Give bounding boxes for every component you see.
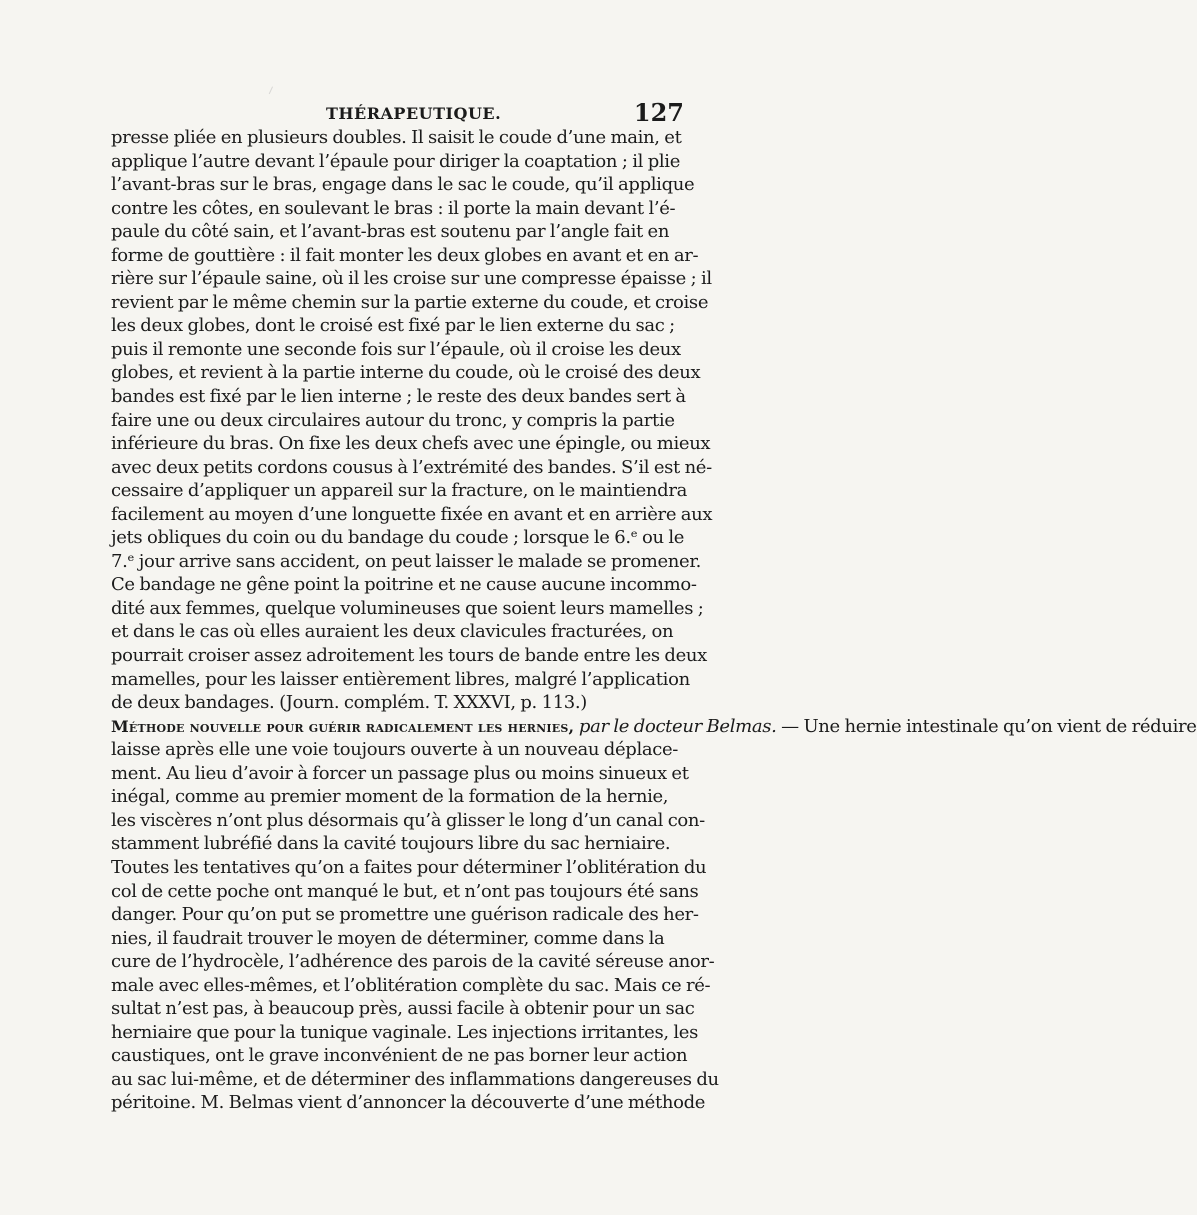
text-line: facilement au moyen d’une longuette fixée en avant et en arrière aux — [111, 503, 713, 525]
text-line: ment. Au lieu d’avoir à forcer un passage plus ou moins sinueux et — [111, 762, 689, 784]
text-line: mamelles, pour les laisser entièrement libres, malgré l’application — [111, 668, 690, 690]
text-line: presse pliée en plusieurs doubles. Il saisit le coude d’une main, et — [111, 127, 682, 148]
text-line: inégal, comme au premier moment de la formation de la hernie, — [111, 786, 669, 808]
text-line: puis il remonte une seconde fois sur l’épaule, où il croise les deux — [111, 338, 681, 360]
text-line: inférieure du bras. On fixe les deux chefs avec une épingle, ou mieux — [111, 433, 711, 455]
text-line: male avec elles-mêmes, et l’oblitération complète du sac. Mais ce ré- — [111, 974, 711, 996]
text-line: jets obliques du coin ou du bandage du coude ; lorsque le 6.ᵉ ou le — [111, 527, 685, 549]
text-line: applique l’autre devant l’épaule pour diriger la coaptation ; il plie — [111, 150, 680, 172]
section-first-line: — Une hernie intestinale qu’on vient de réduire — [781, 715, 1197, 737]
text-line: les viscères n’ont plus désormais qu’à glisser le long d’un canal con- — [111, 809, 705, 831]
text-line: au sac lui-même, et de déterminer des inflammations dangereuses du — [111, 1068, 719, 1090]
text-line: et dans le cas où elles auraient les deux clavicules fracturées, on — [111, 621, 674, 643]
section-heading-line — [111, 715, 1197, 739]
page-number: 127 — [633, 98, 684, 127]
text-line: péritoine. M. Belmas vient d’annoncer la découverte d’une méthode — [111, 1092, 706, 1114]
text-line: herniaire que pour la tunique vaginale. Les injections irritantes, les — [111, 1021, 698, 1043]
text-line: col de cette poche ont manqué le but, et n’ont pas toujours été sans — [111, 880, 699, 902]
text-line: Ce bandage ne gêne point la poitrine et ne cause aucune incommo- — [111, 574, 697, 596]
text-line: forme de gouttière : il fait monter les deux globes en avant et en ar- — [111, 244, 699, 266]
text-line: Toutes les tentatives qu’on a faites pour déterminer l’oblitération du — [111, 856, 707, 878]
text-line: danger. Pour qu’on put se promettre une guérison radicale des her- — [111, 904, 699, 926]
text-line: les deux globes, dont le croisé est fixé par le lien externe du sac ; — [111, 315, 675, 337]
text-line: faire une ou deux circulaires autour du tronc, y compris la partie — [111, 409, 675, 431]
text-line: de deux bandages. (Journ. complém. T. XXXVI, p. 113.) — [111, 692, 587, 714]
text-line: dité aux femmes, quelque volumineuses que soient leurs mamelles ; — [111, 597, 704, 619]
text-line: cure de l’hydrocèle, l’adhérence des parois de la cavité séreuse anor- — [111, 951, 715, 973]
body-text — [111, 126, 1197, 1115]
text-line: sultat n’est pas, à beaucoup près, aussi facile à obtenir pour un sac — [111, 998, 695, 1020]
section-heading: Méthode nouvelle pour guérir radicalement les hernies, — [111, 716, 575, 736]
text-line: avec deux petits cordons cousus à l’extrémité des bandes. S’il est né- — [111, 456, 712, 478]
text-line: nies, il faudrait trouver le moyen de déterminer, comme dans la — [111, 927, 665, 949]
text-line: globes, et revient à la partie interne du coude, où le croisé des deux — [111, 362, 701, 384]
running-title: THÉRAPEUTIQUE. — [326, 104, 502, 123]
text-line: paule du côté sain, et l’avant-bras est soutenu par l’angle fait en — [111, 221, 670, 243]
text-line: 7.ᵉ jour arrive sans accident, on peut laisser le malade se promener. — [111, 550, 701, 572]
ink-mark — [269, 86, 281, 97]
text-line: pourrait croiser assez adroitement les tours de bande entre les deux — [111, 645, 707, 667]
text-line: revient par le même chemin sur la partie externe du coude, et croise — [111, 291, 709, 313]
text-line: rière sur l’épaule saine, où il les croise sur une compresse épaisse ; il — [111, 268, 712, 290]
text-line: laisse après elle une voie toujours ouverte à un nouveau déplace- — [111, 739, 679, 761]
text-line: cessaire d’appliquer un appareil sur la fracture, on le maintiendra — [111, 480, 687, 502]
text-line: l’avant-bras sur le bras, engage dans le sac le coude, qu’il applique — [111, 174, 695, 196]
text-line: bandes est fixé par le lien interne ; le reste des deux bandes sert à — [111, 386, 686, 408]
text-line: stamment lubréfié dans la cavité toujours libre du sac herniaire. — [111, 833, 671, 855]
text-line: caustiques, ont le grave inconvénient de ne pas borner leur action — [111, 1045, 688, 1067]
text-line: contre les côtes, en soulevant le bras : il porte la main devant l’é- — [111, 197, 676, 219]
section-author: par le docteur Belmas. — [578, 715, 777, 737]
